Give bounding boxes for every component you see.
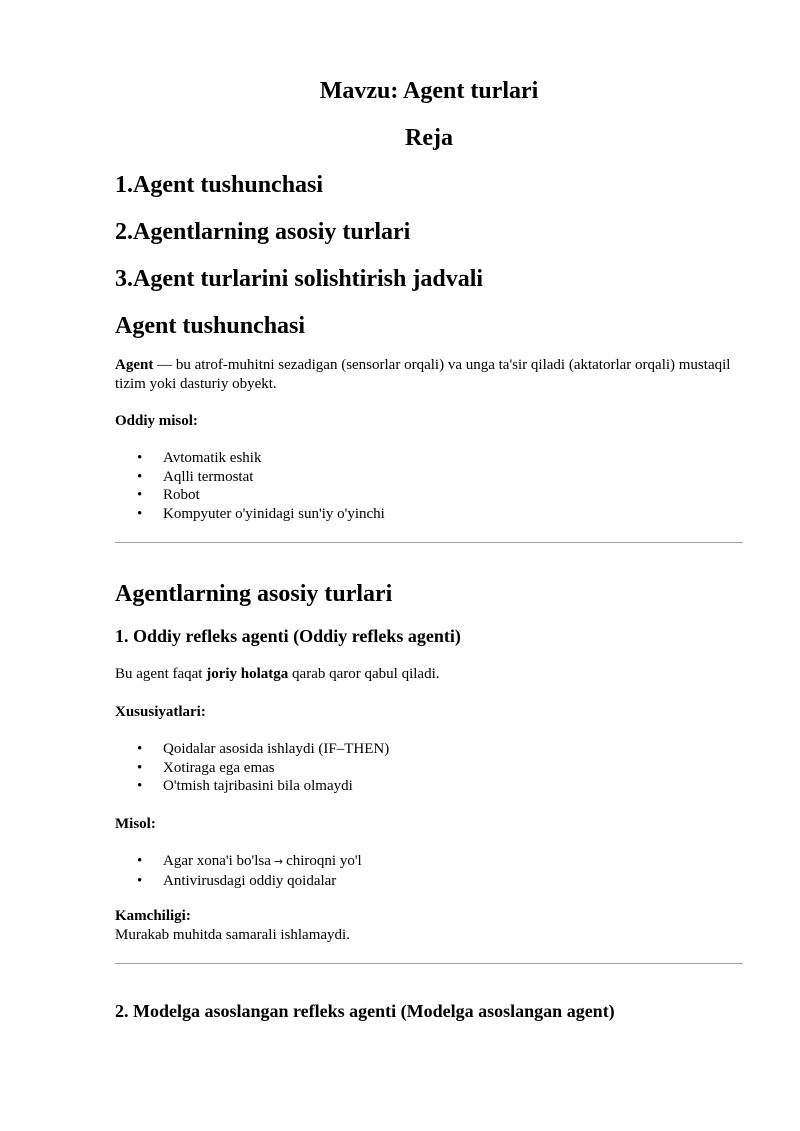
- list-item: • Antivirusdagi oddiy qoidalar: [137, 872, 337, 889]
- list-item: • Qoidalar asosida ishlaydi (IF–THEN): [137, 741, 390, 757]
- subsection-heading-simple-reflex: 1. Oddiy refleks agenti (Oddiy refleks agenti): [115, 626, 461, 646]
- bullet-icon: •: [137, 778, 143, 795]
- list-item: • Avtomatik eshik: [137, 450, 262, 466]
- list-item: • Agar xona'i bo'lsa → chiroqni yo'l: [137, 853, 362, 869]
- document-page: [115, 0, 743, 1131]
- example-list: [115, 852, 362, 890]
- list-item: • Robot: [137, 487, 200, 504]
- bullet-icon: •: [137, 853, 143, 869]
- definition-text: — bu atrof-muhitni sezadigan (sensorlar orqali) va unga ta'sir qiladi (aktatorlar orqali) mustaqil tizim yoki dasturiy obyekt.: [115, 357, 731, 392]
- bullet-icon: •: [137, 505, 143, 522]
- plan-title: Reja: [405, 125, 453, 151]
- bullet-icon: •: [137, 759, 143, 776]
- bullet-icon: •: [137, 741, 143, 757]
- subsection-heading-model-based: 2. Modelga asoslangan refleks agenti (Modelga asoslangan agent): [115, 1001, 615, 1021]
- example-label: Misol:: [115, 816, 156, 832]
- bullet-icon: •: [137, 872, 143, 889]
- definition-term: Agent: [115, 357, 154, 373]
- right-arrow-icon: →: [273, 855, 284, 868]
- plan-item-3: 3.Agent turlarini solishtirish jadvali: [115, 266, 484, 292]
- plan-item-2: 2.Agentlarning asosiy turlari: [115, 219, 411, 245]
- bullet-icon: •: [137, 487, 143, 504]
- simple-reflex-intro: Bu agent faqat joriy holatga qarab qaror qabul qiladi.: [115, 666, 440, 682]
- features-label: Xususiyatlari:: [115, 704, 206, 720]
- document-title: Mavzu: Agent turlari: [319, 78, 539, 104]
- section-heading-agent-concept: Agent tushunchasi: [115, 313, 306, 339]
- agent-definition: [115, 356, 743, 394]
- list-item: • O'tmish tajribasini bila olmaydi: [137, 778, 353, 795]
- drawback-text: Murakab muhitda samarali ishlamaydi.: [115, 927, 350, 943]
- list-item: • Xotiraga ega emas: [137, 759, 275, 776]
- drawback-label: Kamchiligi:: [115, 908, 191, 924]
- list-item: • Aqlli termostat: [137, 468, 254, 485]
- plan-item-1: 1.Agent tushunchasi: [115, 172, 324, 198]
- bullet-icon: •: [137, 450, 143, 466]
- horizontal-divider: [115, 542, 743, 543]
- features-list: [115, 740, 389, 796]
- list-item: • Kompyuter o'yinidagi sun'iy o'yinchi: [137, 505, 385, 522]
- simple-example-list: [115, 449, 385, 523]
- bullet-icon: •: [137, 468, 143, 485]
- simple-example-label: Oddiy misol:: [115, 413, 198, 429]
- section-heading-agent-types: Agentlarning asosiy turlari: [115, 581, 393, 607]
- horizontal-divider: [115, 963, 743, 964]
